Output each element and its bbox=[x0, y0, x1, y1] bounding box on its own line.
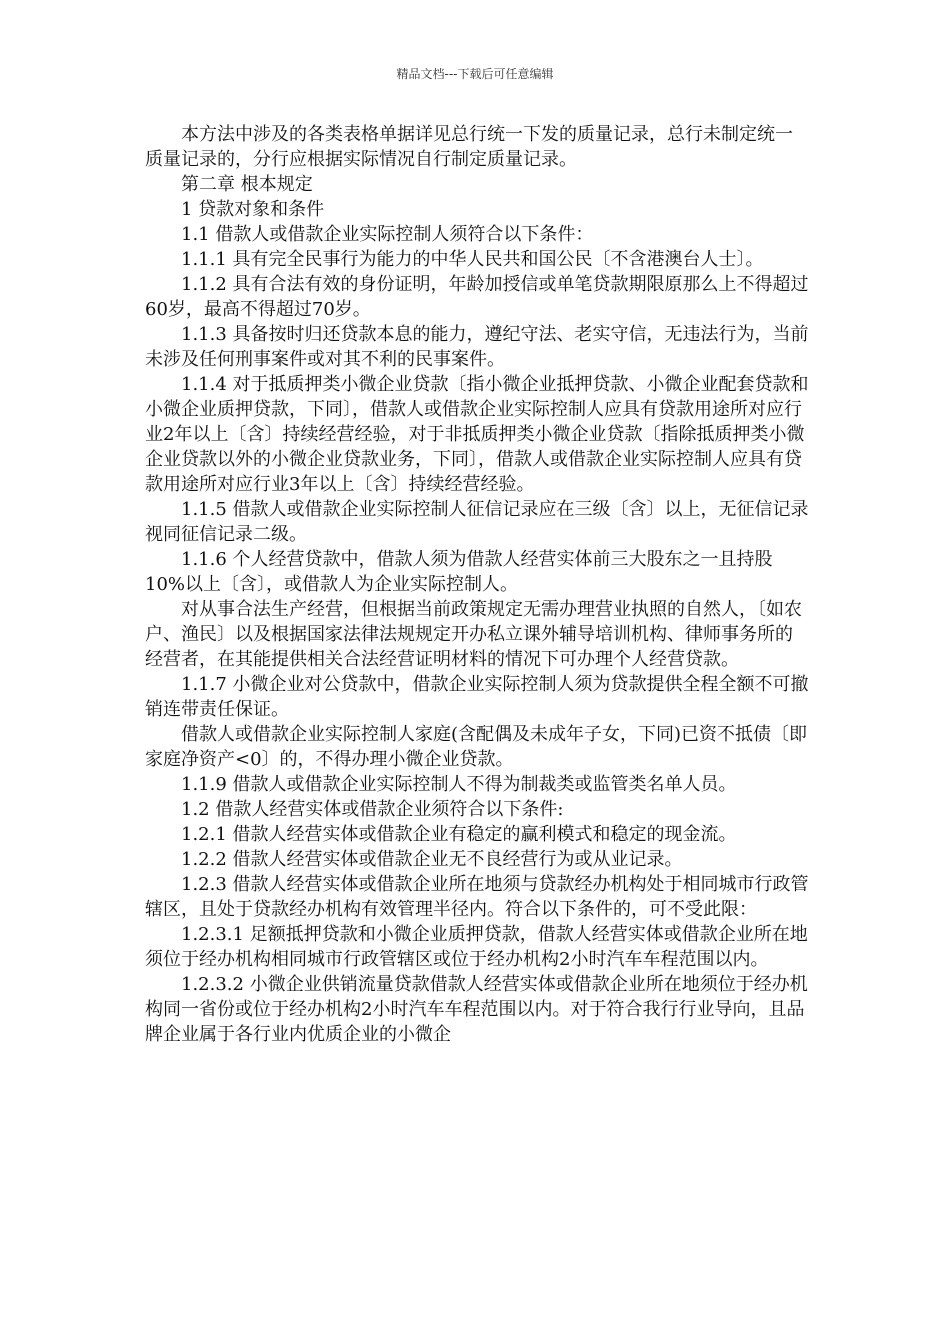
paragraph: 借款人或借款企业实际控制人家庭(含配偶及未成年子女，下同)已资不抵债〔即家庭净资产<0〕的，不得办理小微企业贷款。 bbox=[145, 724, 808, 770]
paragraph: 1.1.1 具有完全民事行为能力的中华人民共和国公民〔不含港澳台人士〕。 bbox=[181, 249, 764, 270]
paragraph: 1.1.2 具有合法有效的身份证明，年龄加授信或单笔贷款期限原那么上不得超过60岁，最高不得超过70岁。 bbox=[145, 274, 809, 320]
paragraph: 1.2.3 借款人经营实体或借款企业所在地须与贷款经办机构处于相同城市行政管辖区，且处于贷款经办机构有效管理半径内。符合以下条件的，可不受此限： bbox=[145, 874, 809, 920]
paragraph: 1.2.2 借款人经营实体或借款企业无不良经营行为或从业记录。 bbox=[181, 849, 683, 870]
document-body bbox=[145, 122, 810, 1047]
paragraph: 1.2.3.1 足额抵押贷款和小微企业质押贷款，借款人经营实体或借款企业所在地须位于经办机构相同城市行政管辖区或位于经办机构2小时汽车车程范围以内。 bbox=[145, 924, 808, 970]
paragraph: 1.2.3.2 小微企业供销流量贷款借款人经营实体或借款企业所在地须位于经办机构同一省份或位于经办机构2小时汽车车程范围以内。对于符合我行行业导向，且品牌企业属于各行业内优质企业的小微企 bbox=[145, 974, 808, 1045]
paragraph: 1.2 借款人经营实体或借款企业须符合以下条件: bbox=[181, 799, 564, 820]
paragraph: 本方法中涉及的各类表格单据详见总行统一下发的质量记录，总行未制定统一质量记录的，分行应根据实际情况自行制定质量记录。 bbox=[145, 124, 793, 170]
page-header: 精品文档---下载后可任意编辑 bbox=[396, 67, 554, 81]
paragraph: 1.1.4 对于抵质押类小微企业贷款〔指小微企业抵押贷款、小微企业配套贷款和小微企业质押贷款，下同〕，借款人或借款企业实际控制人应具有贷款用途所对应行业2年以上〔含〕持续经营经验，对于非抵质押类小微企业贷款〔指除抵质押类小微企业贷款以外的小微企业贷款业务，下同〕，借款人或借款企业实际控制人应具有贷款用途所对应行业3年以上〔含〕持续经营经验。 bbox=[145, 374, 809, 495]
section-heading: 1 贷款对象和条件 bbox=[181, 199, 325, 220]
paragraph: 1.1 借款人或借款企业实际控制人须符合以下条件： bbox=[181, 224, 594, 245]
paragraph: 1.2.1 借款人经营实体或借款企业有稳定的赢利模式和稳定的现金流。 bbox=[181, 824, 737, 845]
paragraph: 1.1.5 借款人或借款企业实际控制人征信记录应在三级〔含〕以上，无征信记录视同征信记录二级。 bbox=[145, 499, 809, 545]
paragraph: 1.1.9 借款人或借款企业实际控制人不得为制裁类或监管类名单人员。 bbox=[181, 774, 737, 795]
paragraph: 1.1.3 具备按时归还贷款本息的能力，遵纪守法、老实守信，无违法行为，当前未涉及任何刑事案件或对其不利的民事案件。 bbox=[145, 324, 809, 370]
paragraph: 1.1.6 个人经营贷款中，借款人须为借款人经营实体前三大股东之一且持股10%以上〔含〕，或借款人为企业实际控制人。 bbox=[145, 549, 773, 595]
chapter-heading: 第二章 根本规定 bbox=[181, 174, 313, 195]
paragraph: 1.1.7 小微企业对公贷款中，借款企业实际控制人须为贷款提供全程全额不可撤销连带责任保证。 bbox=[145, 674, 809, 720]
paragraph: 对从事合法生产经营，但根据当前政策规定无需办理营业执照的自然人，〔如农户、渔民〕以及根据国家法律法规规定开办私立课外辅导培训机构、律师事务所的经营者，在其能提供相关合法经营证明材料的情况下可办理个人经营贷款。 bbox=[145, 599, 802, 670]
